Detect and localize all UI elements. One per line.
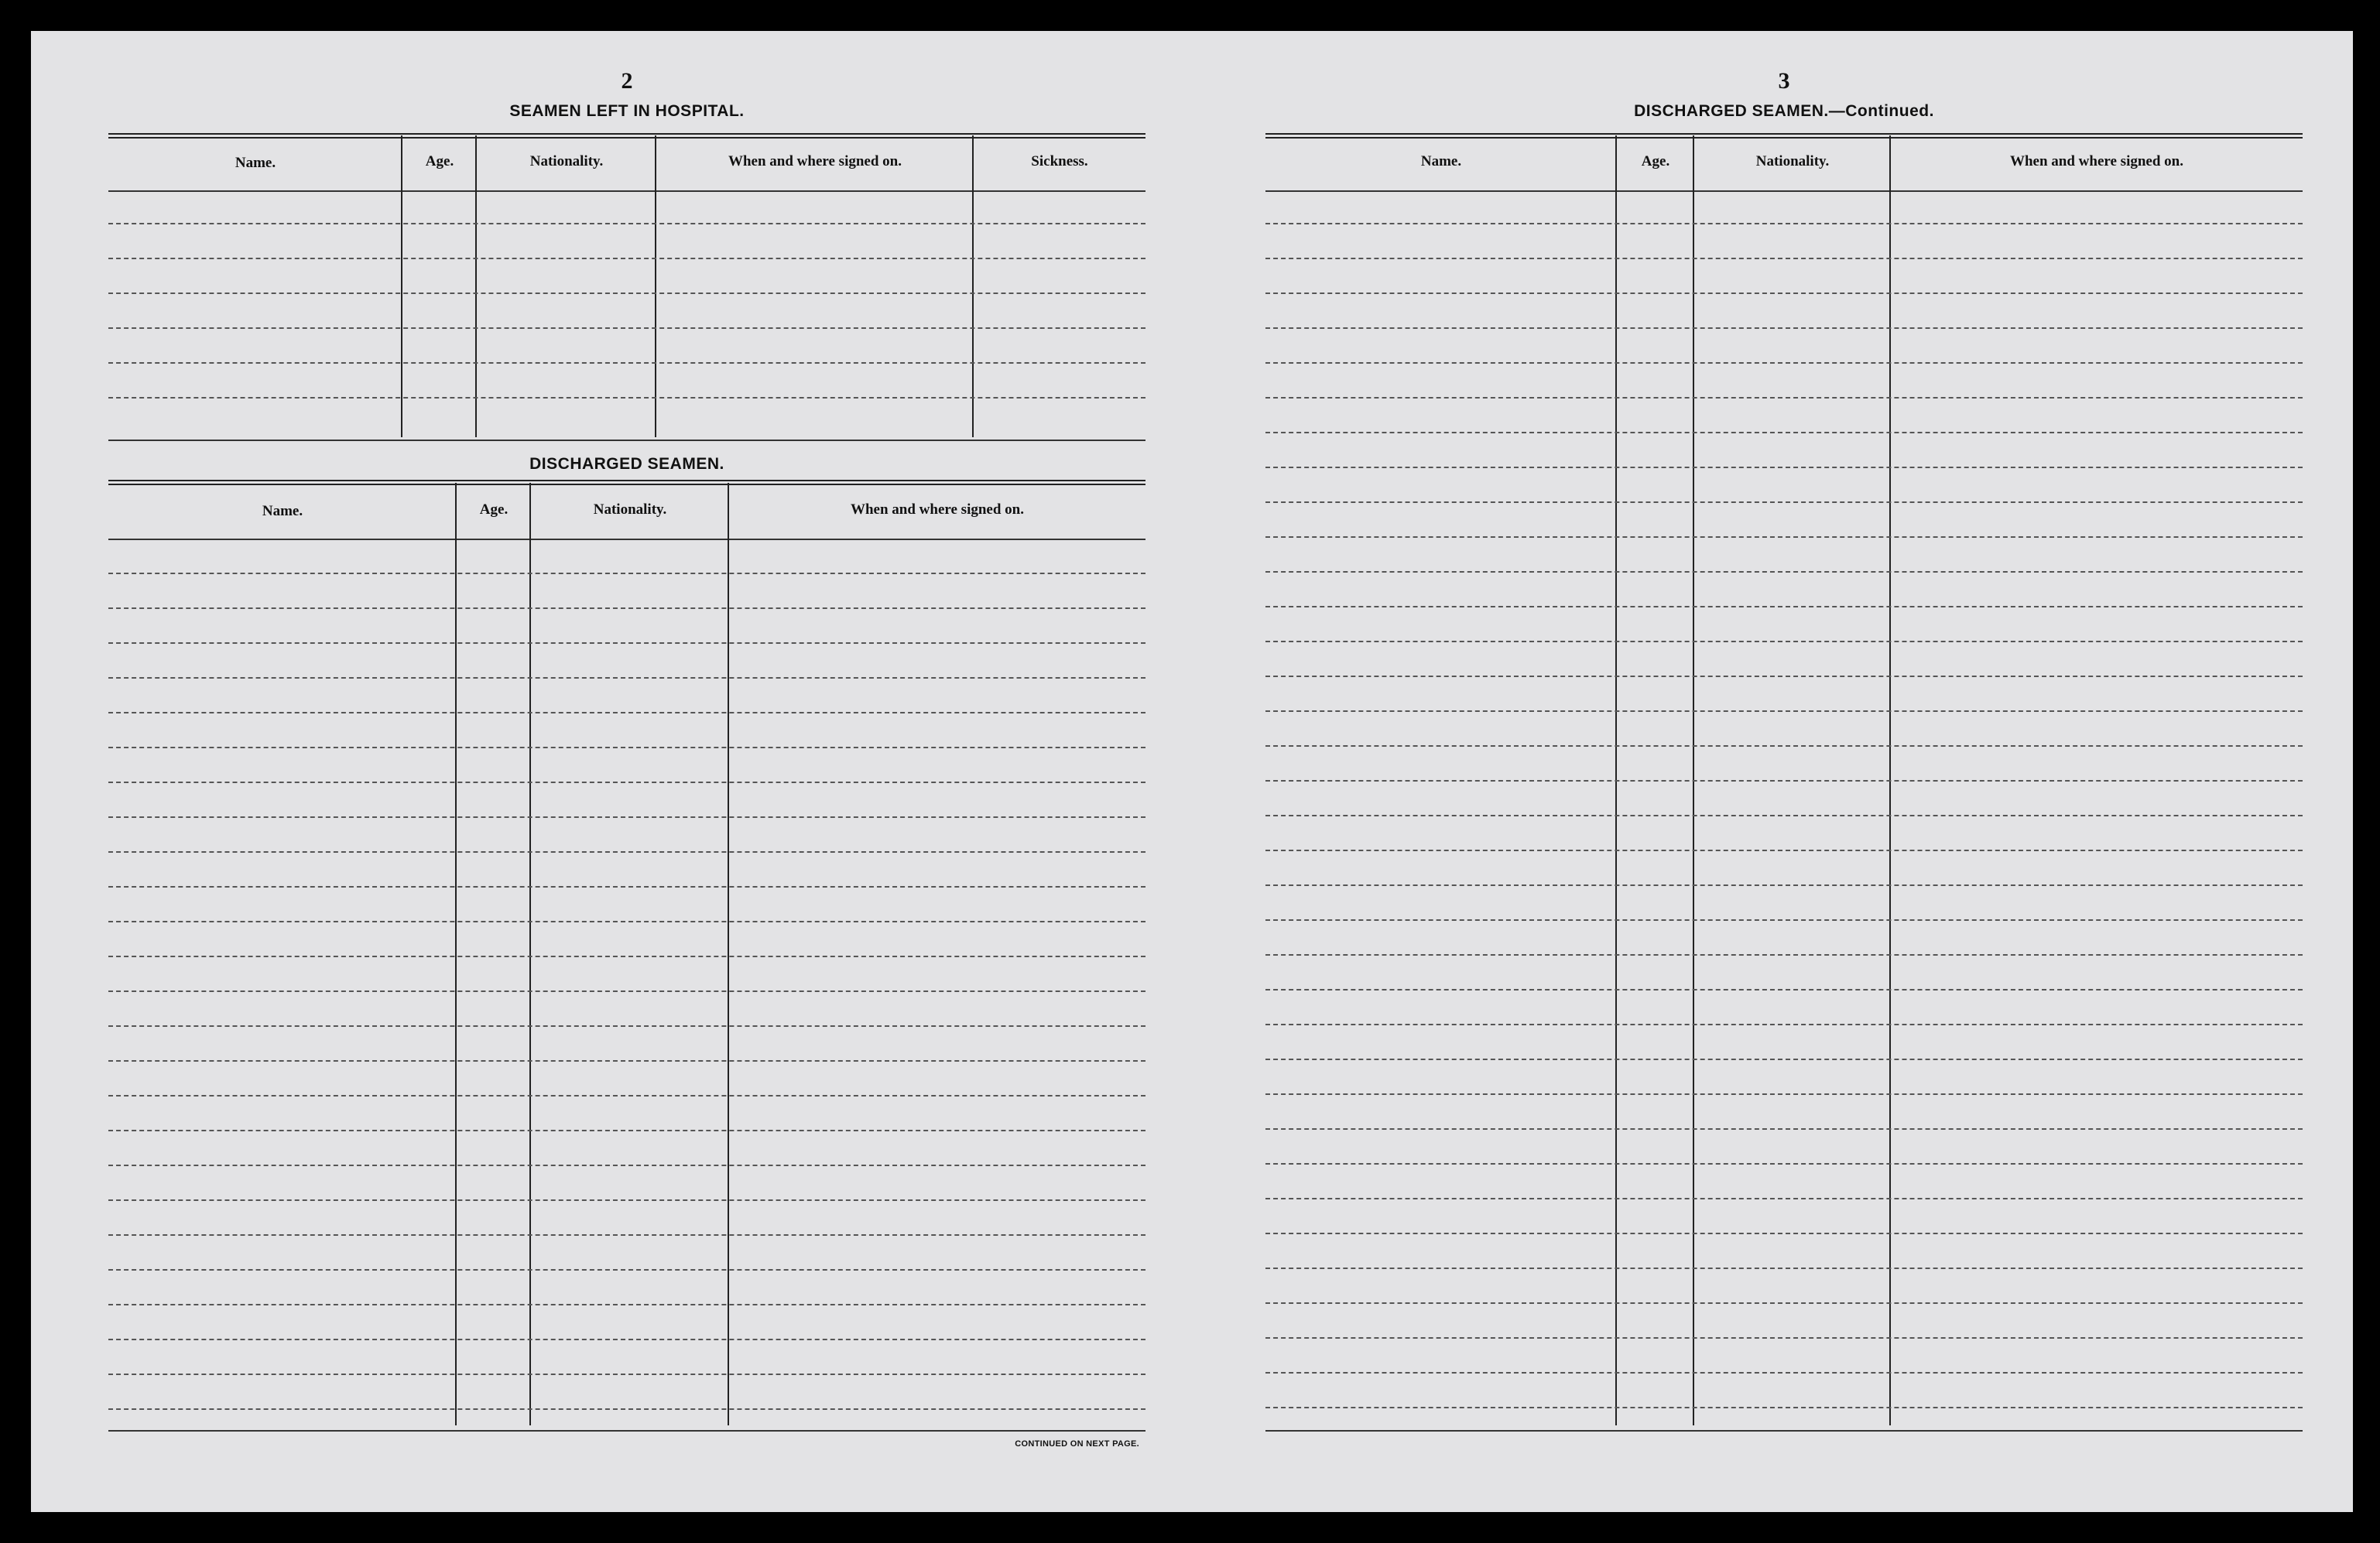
ruled-line [108,1199,1145,1201]
ruled-line [1265,571,2303,573]
ruled-line [108,327,1145,329]
ruled-line [1265,327,2303,329]
ruled-line [108,1234,1145,1236]
ruled-line [1265,1268,2303,1269]
hospital-top-rule [108,133,1145,139]
right-header-rule [1265,190,2303,192]
discharged-top-rule [108,480,1145,485]
ruled-line [108,886,1145,888]
discharged-divider-2 [529,483,531,1425]
ruled-line [108,1095,1145,1097]
ruled-line [1265,223,2303,224]
ruled-line [108,921,1145,922]
ruled-line [1265,1372,2303,1374]
ruled-line [1265,780,2303,782]
ruled-line [1265,1093,2303,1095]
page-number-left: 2 [621,68,633,94]
ruled-line [108,990,1145,992]
ruled-line [108,851,1145,853]
discharged-col-signed-on: When and where signed on. [850,501,1024,518]
ruled-line [1265,1233,2303,1234]
hospital-divider-4 [972,135,974,437]
right-col-signed-on: When and where signed on. [2009,153,2183,169]
right-top-rule [1265,133,2303,139]
ruled-line [108,258,1145,259]
ruled-line [108,956,1145,957]
ruled-line [1265,397,2303,399]
ruled-line [108,677,1145,679]
discharged-divider-3 [728,483,729,1425]
ruled-line [108,1304,1145,1305]
ruled-line [1265,919,2303,921]
hospital-col-sickness: Sickness. [1031,153,1088,169]
hospital-col-name: Name. [235,155,276,171]
ruled-line [1265,258,2303,259]
ruled-line [1265,989,2303,990]
ruled-line [108,1339,1145,1340]
hospital-header-rule [108,190,1145,192]
ruled-line [1265,606,2303,607]
discharged-divider-1 [455,483,457,1425]
ruled-line [1265,1198,2303,1199]
ruled-line [108,1130,1145,1131]
left-page [108,31,1145,1512]
ruled-line [1265,501,2303,503]
right-col-name: Name. [1420,153,1462,169]
ruled-line [1265,815,2303,816]
ruled-line [1265,432,2303,433]
hospital-col-signed-on: When and where signed on. [728,153,902,169]
document-sheet [31,31,2353,1512]
ruled-line [108,747,1145,748]
ruled-line [1265,745,2303,747]
ruled-line [1265,1128,2303,1130]
ruled-line [108,1408,1145,1410]
left-bottom-rule [108,1430,1145,1432]
hospital-col-age: Age. [425,153,454,169]
ruled-line [108,1165,1145,1166]
ruled-line [108,1374,1145,1375]
right-page [1265,31,2303,1512]
ruled-line [108,573,1145,574]
hospital-bottom-rule [108,440,1145,441]
ruled-line [108,607,1145,609]
discharged-col-nationality: Nationality. [593,501,667,518]
hospital-divider-2 [475,135,477,437]
ruled-line [1265,1059,2303,1060]
ruled-line [108,293,1145,294]
ruled-line [108,223,1145,224]
right-col-nationality: Nationality. [1755,153,1830,169]
discharged-col-age: Age. [479,501,509,518]
ruled-line [108,782,1145,783]
discharged-continued-title: DISCHARGED SEAMEN.—Continued. [1634,102,1934,120]
ruled-line [108,712,1145,713]
ruled-line [1265,1163,2303,1165]
discharged-header-rule [108,539,1145,540]
right-bottom-rule [1265,1430,2303,1432]
ruled-line [1265,850,2303,851]
ruled-line [1265,1407,2303,1408]
ruled-line [1265,884,2303,886]
ruled-line [108,362,1145,364]
ruled-line [1265,1024,2303,1025]
ruled-line [108,1025,1145,1027]
ruled-line [1265,536,2303,538]
ruled-line [1265,641,2303,642]
continued-note: CONTINUED ON NEXT PAGE. [1015,1439,1139,1449]
ruled-line [108,816,1145,818]
ruled-line [1265,954,2303,956]
ruled-line [1265,1337,2303,1339]
hospital-section-title: SEAMEN LEFT IN HOSPITAL. [509,102,745,120]
page-number-right: 3 [1778,68,1790,94]
ruled-line [108,397,1145,399]
ruled-line [108,1269,1145,1271]
ruled-line [108,1060,1145,1062]
right-col-age: Age. [1641,153,1670,169]
ruled-line [1265,710,2303,712]
ruled-line [108,642,1145,644]
discharged-col-name: Name. [262,503,303,519]
discharged-section-title: DISCHARGED SEAMEN. [529,455,724,473]
ruled-line [1265,293,2303,294]
ruled-line [1265,1302,2303,1304]
hospital-col-nationality: Nationality. [529,153,604,169]
ruled-line [1265,362,2303,364]
hospital-divider-3 [655,135,656,437]
hospital-divider-1 [401,135,402,437]
ruled-line [1265,676,2303,677]
ruled-line [1265,467,2303,468]
